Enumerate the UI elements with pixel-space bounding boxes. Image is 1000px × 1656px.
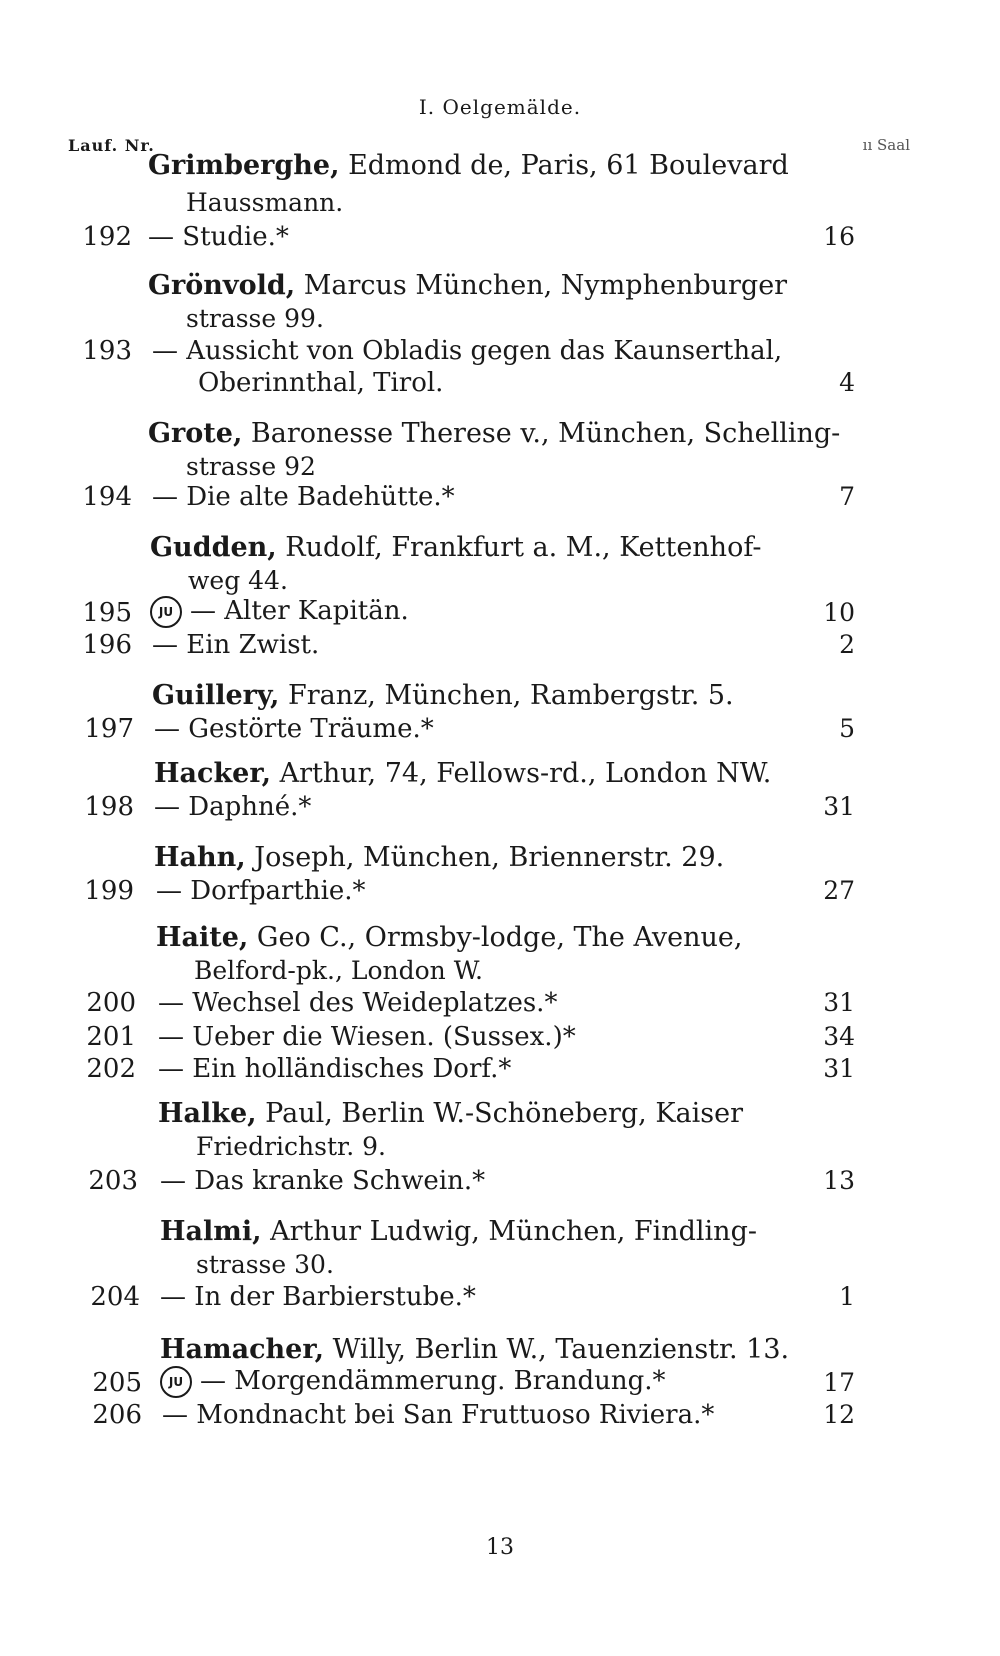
catalog-number: 202 (86, 1054, 136, 1084)
room-number: 31 (823, 988, 855, 1017)
artist-name: Gudden, (150, 532, 277, 563)
artwork-title: — Studie.* (148, 222, 289, 252)
artist-address: Paul, Berlin W.-Schöneberg, Kaiser (256, 1098, 743, 1129)
catalog-number: 197 (84, 714, 134, 744)
artwork-title-continuation: Oberinnthal, Tirol. (198, 368, 444, 398)
artwork-title: — Daphné.* (154, 792, 312, 822)
catalog-number: 198 (84, 792, 134, 822)
catalog-number: 203 (88, 1166, 138, 1196)
room-number: 12 (823, 1400, 855, 1429)
artist-line (152, 680, 734, 711)
artist-line (148, 418, 840, 449)
artist-name: Hamacher, (160, 1334, 324, 1365)
artwork-title-row (150, 596, 409, 628)
catalog-number: 206 (92, 1400, 142, 1430)
artwork-title: — Aussicht von Obladis gegen das Kaunserthal, (152, 336, 783, 366)
room-number: 31 (823, 1054, 855, 1083)
address-continuation: Haussmann. (186, 188, 344, 217)
artist-line (148, 150, 789, 181)
address-continuation: strasse 30. (196, 1250, 334, 1279)
catalog-number: 204 (90, 1282, 140, 1312)
artwork-title-row (160, 1366, 666, 1398)
address-continuation: weg 44. (188, 566, 288, 595)
room-number: 34 (823, 1022, 855, 1051)
artist-name: Haite, (156, 922, 249, 953)
artwork-title: — Wechsel des Weideplatzes.* (158, 988, 558, 1018)
artist-line (158, 1098, 743, 1129)
catalog-number: 194 (82, 482, 132, 512)
artwork-title: — Morgendämmerung. Brandung.* (200, 1366, 666, 1396)
artwork-title: — Gestörte Träume.* (154, 714, 434, 744)
artwork-title: — Alter Kapitän. (190, 596, 409, 626)
room-number: 10 (823, 598, 855, 627)
page-number: 13 (486, 1535, 514, 1560)
artist-address: Baronesse Therese v., München, Schelling- (242, 418, 841, 449)
artist-name: Hacker, (154, 758, 271, 789)
catalog-number: 193 (82, 336, 132, 366)
catalog-number: 205 (92, 1368, 142, 1398)
artist-line (150, 532, 761, 563)
room-number: 2 (839, 630, 855, 659)
artist-address: Joseph, München, Briennerstr. 29. (245, 842, 725, 873)
address-continuation: strasse 92 (186, 452, 316, 481)
artist-address: Rudolf, Frankfurt a. M., Kettenhof- (276, 532, 762, 563)
artist-name: Grönvold, (148, 270, 296, 301)
artist-address: Franz, München, Rambergstr. 5. (279, 680, 734, 711)
room-number: 5 (839, 714, 855, 743)
artwork-title: — Das kranke Schwein.* (160, 1166, 486, 1196)
artist-line (154, 758, 771, 789)
jury-stamp-icon: JU (150, 596, 182, 628)
room-number: 7 (839, 482, 855, 511)
page-title: I. Oelgemälde. (418, 95, 582, 119)
artist-address: Geo C., Ormsby-lodge, The Avenue, (248, 922, 743, 953)
artist-address: Arthur Ludwig, München, Findling- (261, 1216, 757, 1247)
artist-address: Edmond de, Paris, 61 Boulevard (339, 150, 789, 181)
artwork-title: — Die alte Badehütte.* (152, 482, 455, 512)
artist-name: Grimberghe, (148, 150, 340, 181)
artist-line (156, 922, 742, 953)
catalog-number: 195 (82, 598, 132, 628)
artwork-title: — Ein Zwist. (152, 630, 320, 660)
catalog-number: 196 (82, 630, 132, 660)
address-continuation: strasse 99. (186, 304, 324, 333)
artist-line (160, 1216, 757, 1247)
jury-stamp-icon: JU (160, 1366, 192, 1398)
room-number: 31 (823, 792, 855, 821)
room-number: 13 (823, 1166, 855, 1195)
artist-address: Arthur, 74, Fellows-rd., London NW. (271, 758, 772, 789)
room-number: 4 (839, 368, 855, 397)
artist-name: Grote, (148, 418, 243, 449)
catalog-number: 201 (86, 1022, 136, 1052)
artist-address: Willy, Berlin W., Tauenzienstr. 13. (323, 1334, 790, 1365)
catalog-number: 192 (82, 222, 132, 252)
artwork-title: — Dorfparthie.* (156, 876, 366, 906)
artwork-title: — Ueber die Wiesen. (Sussex.)* (158, 1022, 576, 1052)
artist-line (148, 270, 787, 301)
artist-address: Marcus München, Nymphenburger (295, 270, 788, 301)
artist-name: Halmi, (160, 1216, 262, 1247)
artwork-title: — Ein holländisches Dorf.* (158, 1054, 512, 1084)
artwork-title: — Mondnacht bei San Fruttuoso Riviera.* (162, 1400, 715, 1430)
artist-line (160, 1334, 789, 1365)
column-heading-number: Lauf. Nr. (68, 136, 155, 155)
artist-name: Hahn, (154, 842, 246, 873)
artwork-title: — In der Barbierstube.* (160, 1282, 476, 1312)
room-number: 17 (823, 1368, 855, 1397)
catalog-number: 200 (86, 988, 136, 1018)
artist-name: Halke, (158, 1098, 257, 1129)
column-heading-room: ıı Saal (862, 136, 910, 154)
catalog-number: 199 (84, 876, 134, 906)
room-number: 16 (823, 222, 855, 251)
artist-line (154, 842, 724, 873)
room-number: 27 (823, 876, 855, 905)
address-continuation: Friedrichstr. 9. (196, 1132, 386, 1161)
artist-name: Guillery, (152, 680, 280, 711)
address-continuation: Belford-pk., London W. (194, 956, 483, 985)
room-number: 1 (839, 1282, 855, 1311)
